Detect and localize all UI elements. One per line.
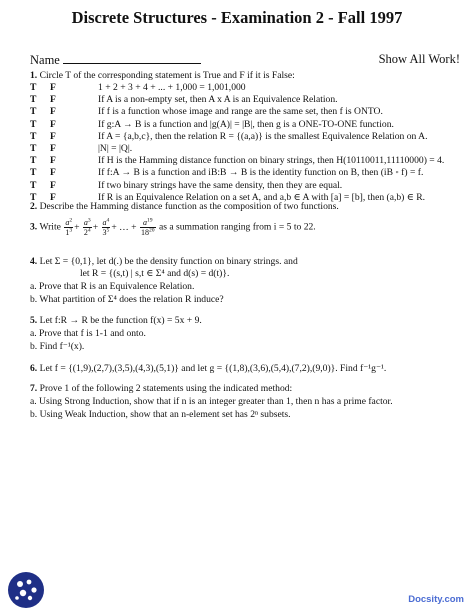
q5-part-a: a. Prove that f is 1-1 and onto. [30,328,146,339]
q1-statement-text: If g:A → B is a function and |g(A)| = |B|, then g is a ONE-TO-ONE function. [98,118,394,130]
q6 [30,363,386,375]
q5-part-b: b. Find f⁻¹(x). [30,341,85,352]
q1-intro-text: Circle T of the corresponding statement is True and F if it is False: [39,70,295,81]
q5-number: 5. [30,315,38,326]
q4-number: 4. [30,256,38,267]
q4-line2: let R = {(s,t) | s,t ∈ Σ⁴ and d(s) = d(t)}. [80,268,230,279]
q1-statement-text: If R is an Equivalence Relation on a set A, and a,b ∈ A with [a] = [b], then (a,b) ∈ R. [98,191,426,203]
false-choice[interactable]: F [50,130,56,142]
q4-part-a: a. Prove that R is an Equivalence Relation. [30,281,195,292]
q6-text: Let f = {(1,9),(2,7),(3,5),(4,3),(5,1)} and let g = {(1,8),(3,6),(5,4),(7,2),(9,0)}. Find f⁻¹g⁻¹. [39,363,387,374]
q7-line1 [30,383,292,395]
q7-number: 7. [30,383,38,394]
q1-statement-row [30,155,445,167]
true-choice[interactable]: T [30,143,37,154]
q4-part-b: b. What partition of Σ⁴ does the relation R induce? [30,294,224,305]
q5-line1 [30,315,202,327]
true-choice[interactable]: T [30,167,37,179]
docsity-brand[interactable]: Docsity.com [408,594,464,605]
q1-statement-row [30,118,394,131]
q4-line1 [30,256,298,268]
q1-statement-text: If A = {a,b,c}, then the relation R = {(a,a)} is the smallest Equivalence Relation on A. [98,130,428,142]
false-choice[interactable]: F [50,106,56,118]
false-choice[interactable]: F [50,94,56,106]
q3-number: 3. [30,221,38,233]
q2-text: Describe the Hamming distance function as the composition of two functions. [39,201,339,212]
q1-statement-text: 1 + 2 + 3 + 4 + ... + 1,000 = 1,001,000 [98,82,246,93]
q1-statement-text: If f is a function whose image and range are the same set, then f is ONTO. [98,106,383,118]
q1-statement-text: If two binary strings have the same density, then they are equal. [98,179,343,191]
q5-line1-text: Let f:R → R be the function f(x) = 5x + 9. [39,315,202,326]
false-choice[interactable]: F [50,179,56,191]
false-choice[interactable]: F [50,143,56,154]
true-choice[interactable]: T [30,155,37,167]
true-choice[interactable]: T [30,179,37,191]
exam-title: Discrete Structures - Examination 2 - Fall 1997 [71,8,403,27]
q1-statement-row [30,130,428,143]
false-choice[interactable]: F [50,82,56,93]
q1-statement-row [30,106,383,118]
true-choice[interactable]: T [30,130,37,142]
q3-tail: as a summation ranging from i = 5 to 22. [158,221,316,233]
false-choice[interactable]: F [50,167,56,179]
q2 [30,201,339,213]
q1-statement-row [30,167,424,179]
q1-statement-text: If A is a non-empty set, then A x A is an Equivalence Relation. [98,94,338,106]
true-choice[interactable]: T [30,191,37,203]
q3-series: $\frac{a^2}{1^3}$ + $\frac{a^3}{2^4}$ + $\frac{a^4}{3^5}$ + … + $\frac{a^{19}}{18^{20}}$ [65,217,155,237]
q1-statement-text: If H is the Hamming distance function on binary strings, then H(10110011,11110000) = 4. [98,155,445,167]
true-choice[interactable]: T [30,82,37,93]
name-blank[interactable] [63,52,201,64]
docsity-logo-icon [6,570,46,610]
show-work-note: Show All Work! [378,52,460,66]
q3-write: Write [39,221,61,233]
q1-statement-text: If f:A → B is a function and iB:B → B is the identity function on B, then (iB ◦ f) = f. [98,167,424,179]
q4-line1-text: Let Σ = {0,1}, let d(.) be the density function on binary strings. and [39,256,298,267]
name-row [30,52,460,68]
q1-statement-row [30,143,133,155]
true-choice[interactable]: T [30,94,37,106]
q7-part-a: a. Using Strong Induction, show that if n is an integer greater than 1, then n has a prime factor. [30,396,393,407]
false-choice[interactable]: F [50,191,56,203]
name-label: Name [30,53,60,67]
true-choice[interactable]: T [30,106,37,118]
q1-statement-row [30,82,246,94]
true-choice[interactable]: T [30,118,37,130]
q6-number: 6. [30,363,38,374]
q3 [30,218,316,237]
q1-number: 1. [30,70,38,81]
q1-statement-row [30,94,338,106]
q1-statement-row [30,179,343,192]
q7-part-b: b. Using Weak Induction, show that an n-element set has 2ⁿ subsets. [30,409,291,420]
q2-number: 2. [30,201,38,212]
false-choice[interactable]: F [50,155,56,167]
q1-statement-text: |N| = |Q|. [98,143,133,154]
q7-line1-text: Prove 1 of the following 2 statements using the indicated method: [39,383,293,394]
false-choice[interactable]: F [50,118,56,130]
q1-intro [30,70,295,82]
